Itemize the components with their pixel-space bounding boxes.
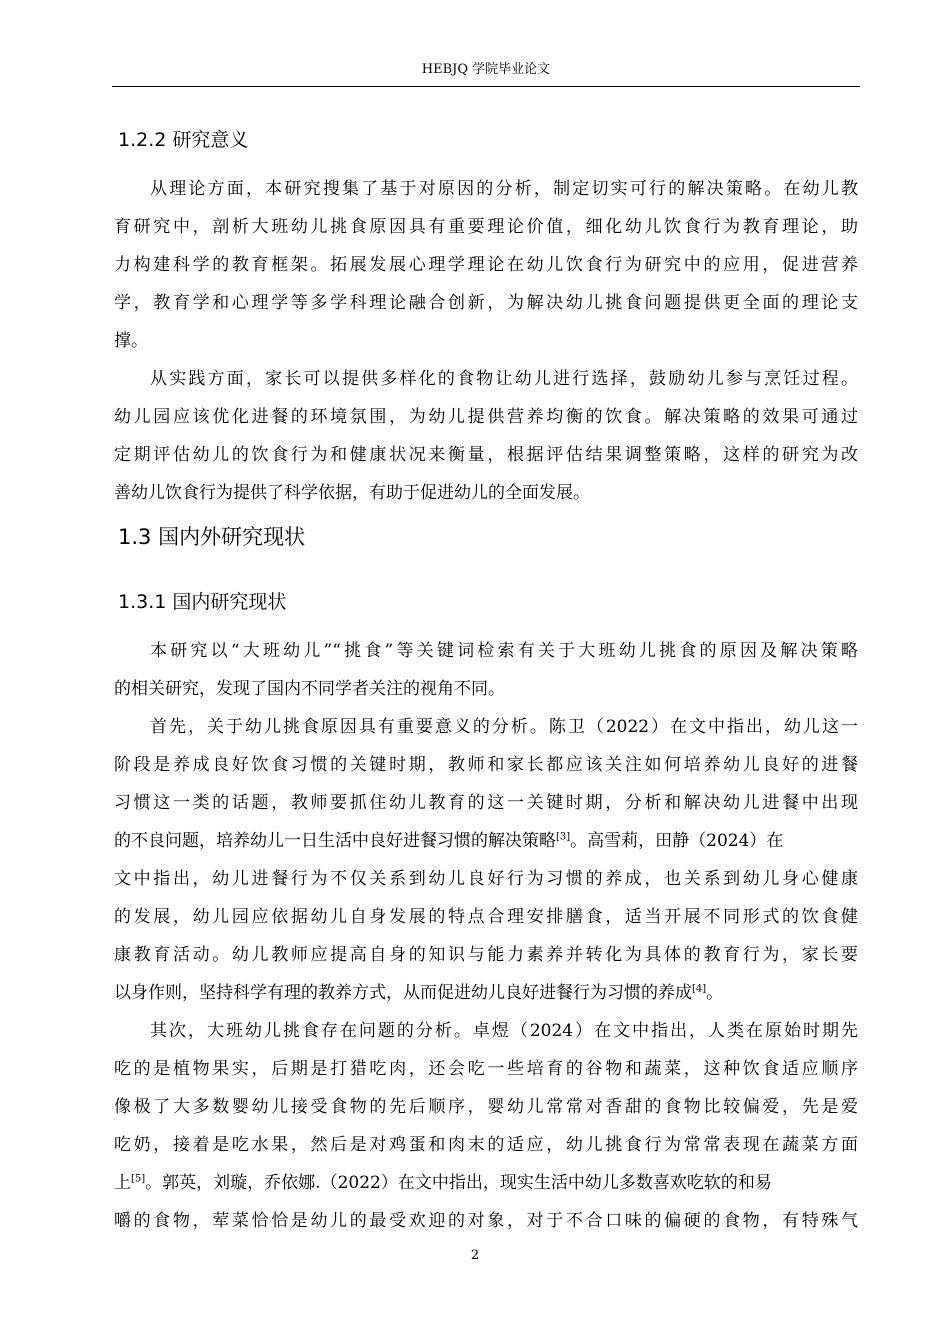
body-line: 育研究中，剖析大班幼儿挑食原因具有重要理论价值，细化幼儿饮食行为教育理论，助 [114, 217, 858, 237]
body-line: 嚼的食物，荤菜恰恰是幼儿的最受欢迎的对象，对于不合口味的偏硬的食物，有特殊气 [114, 1211, 858, 1231]
heading-1-3-1: 1.3.1 国内研究现状 [118, 591, 287, 613]
page-number: 2 [470, 1248, 480, 1263]
body-text: 。 [706, 983, 724, 1003]
heading-1-3: 1.3 国内外研究现状 [118, 525, 306, 549]
body-line: 像极了大多数婴幼儿接受食物的先后顺序，婴幼儿常常对香甜的食物比较偏爱，先是爱 [114, 1097, 858, 1117]
citation-ref: [5] [131, 1173, 146, 1185]
body-line: 从实践方面，家长可以提供多样化的食物让幼儿进行选择，鼓励幼儿参与烹饪过程。 [150, 369, 858, 389]
heading-1-2-2: 1.2.2 研究意义 [118, 129, 249, 151]
body-line: 从理论方面，本研究搜集了基于对原因的分析，制定切实可行的解决策略。在幼儿教 [150, 179, 858, 199]
body-line: 学，教育学和心理学等多学科理论融合创新，为解决幼儿挑食问题提供更全面的理论支 [114, 293, 858, 313]
body-line: 习惯这一类的话题，教师要抓住幼儿教育的这一关键时期，分析和解决幼儿进餐中出现 [114, 793, 858, 813]
body-line: 首先，关于幼儿挑食原因具有重要意义的分析。陈卫（2022）在文中指出，幼儿这一 [150, 717, 858, 737]
body-line: 幼儿园应该优化进餐的环境氛围，为幼儿提供营养均衡的饮食。解决策略的效果可通过 [114, 407, 858, 427]
body-line: 善幼儿饮食行为提供了科学依据，有助于促进幼儿的全面发展。 [114, 483, 590, 503]
header-rule [112, 86, 860, 87]
body-text: 。郭英，刘璇，乔依娜.（2022）在文中指出，现实生活中幼儿多数喜欢吃软的和易 [145, 1173, 772, 1193]
body-line: 定期评估幼儿的饮食行为和健康状况来衡量，根据评估结果调整策略，这样的研究为改 [114, 445, 858, 465]
body-line: 阶段是养成良好饮食习惯的关键时期，教师和家长都应该关注如何培养幼儿良好的进餐 [114, 755, 858, 775]
body-line-with-citation [114, 1172, 772, 1194]
body-line: 康教育活动。幼儿教师应提高自身的知识与能力素养并转化为具体的教育行为，家长要 [114, 945, 858, 965]
body-text: 。高雪莉，田静（2024）在 [570, 831, 784, 851]
body-line: 的相关研究，发现了国内不同学者关注的视角不同。 [114, 679, 505, 699]
citation-ref: [3] [556, 831, 571, 843]
body-line-with-citation [114, 830, 858, 852]
body-line: 的发展，幼儿园应依据幼儿自身发展的特点合理安排膳食，适当开展不同形式的饮食健 [114, 907, 858, 927]
body-line: 吃的是植物果实，后期是打猎吃肉，还会吃一些培育的谷物和蔬菜，这种饮食适应顺序 [114, 1059, 858, 1079]
citation-ref: [4] [692, 983, 707, 995]
body-line: 本研究以“大班幼儿”“挑食”等关键词检索有关于大班幼儿挑食的原因及解决策略 [150, 641, 858, 661]
body-line: 撑。 [114, 331, 148, 351]
running-header: HEBJQ 学院毕业论文 [421, 62, 551, 77]
body-line: 力构建科学的教育框架。拓展发展心理学理论在幼儿饮食行为研究中的应用，促进营养 [114, 255, 858, 275]
body-line: 吃奶，接着是吃水果，然后是对鸡蛋和肉末的适应，幼儿挑食行为常常表现在蔬菜方面 [114, 1135, 858, 1155]
body-text: 的不良问题，培养幼儿一日生活中良好进餐习惯的解决策略 [114, 831, 556, 851]
body-text: 上 [114, 1173, 131, 1193]
body-line-with-citation [114, 982, 723, 1004]
body-text: 以身作则，坚持科学有理的教养方式，从而促进幼儿良好进餐行为习惯的养成 [114, 983, 692, 1003]
body-line: 其次，大班幼儿挑食存在问题的分析。卓煜（2024）在文中指出，人类在原始时期先 [150, 1021, 858, 1041]
body-line: 文中指出，幼儿进餐行为不仅关系到幼儿良好行为习惯的养成，也关系到幼儿身心健康 [114, 869, 858, 889]
